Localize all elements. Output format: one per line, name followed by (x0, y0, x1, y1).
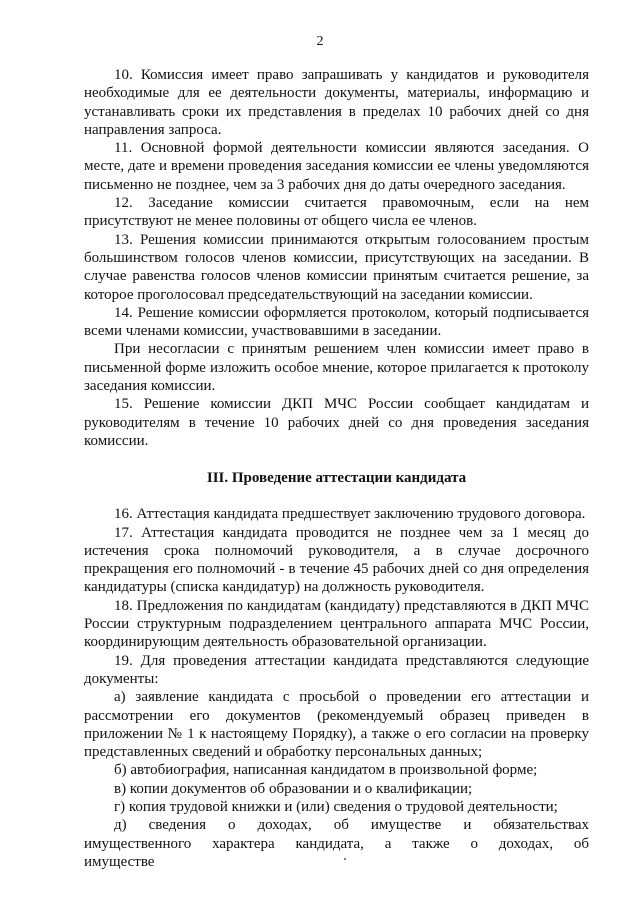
paragraph-19: 19. Для проведения аттестации кандидата представляются следующие документы: (84, 652, 589, 687)
paragraph-13: 13. Решения комиссии принимаются открытым голосованием простым большинством голосов членов комиссии, присутствующих на заседании. В случае равенства голосов членов комиссии принятым считается решение, за которое проголосовал председательствующий на заседании комиссии. (84, 231, 589, 303)
document-body (84, 66, 589, 871)
paragraph-14-dissent: При несогласии с принятым решением член комиссии имеет право в письменной форме изложить особое мнение, которое прилагается к протоколу заседания комиссии. (84, 341, 589, 395)
section-heading: III. Проведение аттестации кандидата (206, 470, 467, 487)
list-item-b: б) автобиография, написанная кандидатом в произвольной форме; (114, 762, 538, 779)
paragraph-12: 12. Заседание комиссии считается правомочным, если на нем присутствуют не менее половины от общего числа ее членов. (84, 195, 589, 230)
paragraph-18: 18. Предложения по кандидатам (кандидату) представляются в ДКП МЧС России структурным подразделением центрального аппарата МЧС России, координирующим деятельность образовательной организации. (84, 597, 589, 651)
paragraph-11: 11. Основной формой деятельности комиссии являются заседания. О месте, дате и времени проведения заседания комиссии ее члены уведомляются письменно не позднее, чем за 3 рабочих дня до даты очередного заседания. (84, 140, 589, 193)
list-item-g: г) копия трудовой книжки и (или) сведения о трудовой деятельности; (114, 798, 558, 815)
paragraph-14: 14. Решение комиссии оформляется протоколом, который подписывается всеми членами комиссии, участвовавшими в заседании. (84, 304, 589, 340)
paragraph-17: 17. Аттестация кандидата проводится не позднее чем за 1 месяц до истечения срока полномочий руководителя, а в случае досрочного прекращения его полномочий - в течение 45 рабочих дней со дня определения кандидатуры (списка кандидатур) на должность руководителя. (84, 524, 589, 596)
paragraph-10: 10. Комиссия имеет право запрашивать у кандидатов и руководителя необходимые для ее деятельности документы, материалы, информацию и устанавливать сроки их представления в пределах 10 рабочих дней со дня направления запроса. (84, 67, 589, 138)
list-item-v: в) копии документов об образовании и о квалификации; (114, 780, 473, 797)
list-item-a: а) заявление кандидата с просьбой о проведении его аттестации и рассмотрении его документов (рекомендуемый образец приведен в приложении № 1 к настоящему Порядку), а также о его согласии на проверку представленных сведений и обработку персональных данных; (84, 689, 589, 761)
paragraph-15: 15. Решение комиссии ДКП МЧС России сообщает кандидатам и руководителям в течение 10 рабочих дней со дня проведения заседания комиссии. (84, 396, 589, 449)
paragraph-16: 16. Аттестация кандидата предшествует заключению трудового договора. (114, 506, 586, 523)
scan-dot-mark (344, 858, 346, 860)
page-number: 2 (316, 34, 324, 49)
list-item-d: д) сведения о доходах, об имуществе и обязательствах имущественного характера кандидата, а также о доходах, об имуществе (84, 817, 589, 870)
